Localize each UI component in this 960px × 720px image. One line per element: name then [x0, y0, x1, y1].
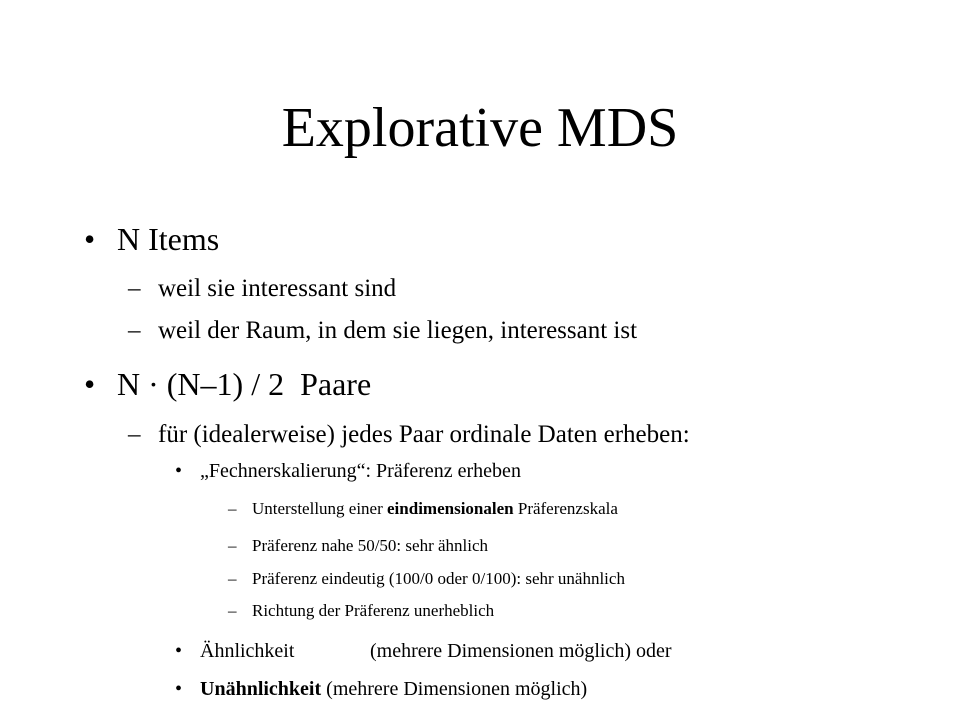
- bullet-paare-text: N · (N–1) / 2 Paare: [117, 366, 372, 402]
- slide-title: Explorative MDS: [281, 97, 679, 159]
- sub-bullet-fuer-jedes-paar-text: für (idealerweise) jedes Paar ordinale Daten erheben:: [158, 421, 690, 448]
- unterstellung-pre: Unterstellung einer: [252, 499, 388, 518]
- level4-praef-nahe-text: Präferenz nahe 50/50: sehr ähnlich: [252, 536, 489, 555]
- sub-sub-bullet-fechner-text: „Fechnerskalierung“: Präferenz erheben: [200, 460, 521, 482]
- bullet-dash-icon: –: [128, 421, 141, 448]
- aehnlichkeit-label: Ähnlichkeit: [200, 640, 295, 662]
- bullet-dot-icon: •: [84, 221, 96, 257]
- sub-bullet-weil-raum-text: weil der Raum, in dem sie liegen, interessant ist: [158, 317, 638, 344]
- bullet-dot-icon: •: [175, 460, 183, 482]
- unaehnlichkeit-text: [200, 676, 587, 702]
- bullet-dot-icon: •: [84, 366, 96, 402]
- unaehnlichkeit-label: Unähnlichkeit: [200, 678, 322, 700]
- bullet-dash-icon: –: [128, 317, 141, 344]
- level4-unterstellung-text: [252, 498, 618, 520]
- bullet-dot-icon: •: [175, 678, 183, 700]
- unterstellung-bold: eindimensionalen: [387, 499, 514, 518]
- bullet-n-items-text: N Items: [117, 221, 220, 257]
- bullet-dash-icon: –: [128, 275, 141, 302]
- bullet-dash-icon: –: [228, 569, 237, 588]
- bullet-dash-icon: –: [228, 601, 237, 620]
- unaehnlichkeit-rest: (mehrere Dimensionen möglich): [321, 678, 588, 700]
- bullet-dash-icon: –: [228, 499, 237, 518]
- sub-bullet-weil-interessant-text: weil sie interessant sind: [158, 275, 397, 302]
- bullet-dot-icon: •: [175, 640, 183, 662]
- level4-richtung-text: Richtung der Präferenz unerheblich: [252, 601, 495, 620]
- aehnlichkeit-rest: (mehrere Dimensionen möglich) oder: [370, 640, 672, 662]
- level4-praef-eindeutig-text: Präferenz eindeutig (100/0 oder 0/100): sehr unähnlich: [252, 569, 625, 588]
- bullet-dash-icon: –: [228, 536, 237, 555]
- unterstellung-post: Präferenzskala: [513, 499, 618, 518]
